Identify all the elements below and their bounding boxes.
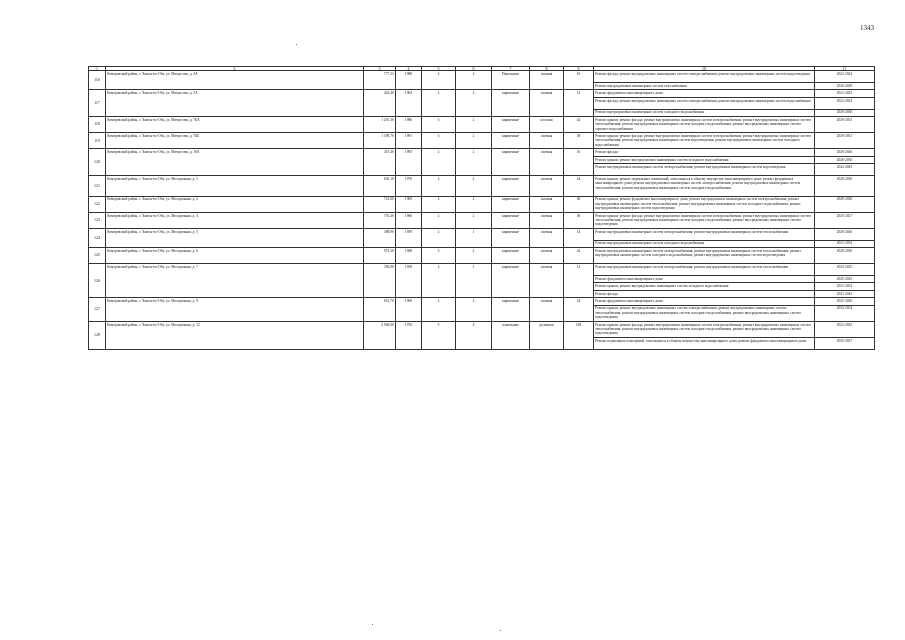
- table-row: [89, 228, 875, 240]
- header-col-1: 1: [89, 67, 106, 71]
- cell-area: 388,90: [364, 228, 396, 247]
- cell-roof: скатная: [530, 248, 564, 264]
- header-col-6: 6: [456, 67, 492, 71]
- row-number: 128: [89, 321, 106, 349]
- cell-addr: Кемеровский район, г. Ханты-по-Обь, ул. Молодежная, д. 12: [106, 321, 364, 349]
- cell-works: Ремонт крыши; ремонт фасада; ремонт внутридомовых инженерных систем электроснабжения; ремонт внутридомовых инженерных систем теплоснабжения; ремонт внутридомовых инженерных систем холодного водоснабжения; ремонт внутридомовых инженерных систем водоотведения: [594, 212, 815, 228]
- header-col-2: 2: [106, 67, 364, 71]
- cell-works: Ремонт крыши; ремонт внутридомовых инженерных систем электроснабжения; ремонт внутридомовых инженерных систем теплоснабжения; ремонт внутридомовых инженерных систем холодного водоснабжения; ремонт внутридомовых инженерных систем водоотведения: [594, 305, 815, 321]
- cell-year: 1960: [396, 298, 422, 322]
- cell-works: Ремонт внутридомовых инженерных систем электроснабжения; ремонт внутридомовых инженерных систем теплоснабжения: [594, 228, 815, 240]
- cell-period: 2023-2025: [815, 264, 875, 276]
- cell-apts: 42: [564, 248, 594, 264]
- cell-floors: 2: [422, 175, 456, 196]
- cell-entr: 2: [456, 196, 492, 212]
- cell-period: 2031-2032: [815, 240, 875, 247]
- scan-speck: [296, 44, 297, 45]
- cell-addr: Кемеровский район, г. Ханты-по-Обь, ул. Матросова, д. 10А: [106, 149, 364, 176]
- cell-area: 422,40: [364, 90, 396, 117]
- cell-roof: скатная: [530, 71, 564, 90]
- cell-period: 2028-2030: [815, 175, 875, 196]
- cell-apts: 42: [564, 116, 594, 132]
- cell-roof: скатная: [530, 175, 564, 196]
- cell-period: 2022-2024: [815, 97, 875, 109]
- row-number: 122: [89, 196, 106, 212]
- cell-entr: 2: [456, 149, 492, 176]
- row-number: 117: [89, 90, 106, 117]
- cell-roof: скатная: [530, 212, 564, 228]
- cell-period: 2028-2030: [815, 248, 875, 264]
- cell-area: 356,00: [364, 264, 396, 298]
- cell-period: 2042-2043: [815, 164, 875, 176]
- cell-period: 2022-2025: [815, 321, 875, 337]
- page-number: 1343: [860, 24, 874, 32]
- cell-period: 2025-2025: [815, 276, 875, 283]
- cell-wall: панельные: [492, 321, 530, 349]
- table-row: [89, 175, 875, 196]
- cell-period: 2026-2028: [815, 83, 875, 90]
- cell-addr: Кемеровский район, г. Ханты-по-Обь, ул. Молодежная, д. 4: [106, 212, 364, 228]
- cell-floors: 5: [422, 321, 456, 349]
- cell-year: 1991: [396, 133, 422, 149]
- cell-period: 2025-2026: [815, 298, 875, 305]
- cell-year: 1965: [396, 196, 422, 212]
- cell-period: 2026-2030: [815, 109, 875, 116]
- cell-entr: 4: [456, 321, 492, 349]
- table-row: [89, 196, 875, 212]
- cell-area: 741,60: [364, 196, 396, 212]
- cell-works: Ремонт фундамента многоквартирного дома: [594, 276, 815, 283]
- cell-works: Ремонт внутридомовых инженерных систем газоснабжения: [594, 83, 815, 90]
- header-col-8: 8: [530, 67, 564, 71]
- header-col-3: 3: [364, 67, 396, 71]
- cell-addr: Кемеровский район, г. Ханты-по-Обь, ул. Молодежная, д. 1: [106, 175, 364, 196]
- cell-area: 415,40: [364, 149, 396, 176]
- cell-apts: 12: [564, 90, 594, 117]
- cell-wall: кирпичные: [492, 298, 530, 322]
- cell-roof: скатная: [530, 228, 564, 247]
- row-number: 121: [89, 175, 106, 196]
- cell-floors: 2: [422, 298, 456, 322]
- table-row: [89, 149, 875, 156]
- cell-works: Ремонт внутридомовых инженерных систем холодного водоснабжения: [594, 240, 815, 247]
- row-number: 124: [89, 228, 106, 247]
- cell-wall: кирпичные: [492, 212, 530, 228]
- cell-works: Ремонт фасада: [594, 149, 815, 156]
- cell-area: 651,70: [364, 298, 396, 322]
- cell-addr: Кемеровский район, г. Ханты-по-Обь, ул. Матросова, д. 7ББ: [106, 133, 364, 149]
- cell-wall: кирпичные: [492, 149, 530, 176]
- cell-area: 630,10: [364, 175, 396, 196]
- cell-floors: 2: [422, 212, 456, 228]
- cell-works: Ремонт фундамента многоквартирного дома: [594, 90, 815, 97]
- row-number: 127: [89, 298, 106, 322]
- cell-apts: 24: [564, 175, 594, 196]
- cell-floors: 2: [422, 90, 456, 117]
- cell-roof: скатная: [530, 133, 564, 149]
- cell-wall: кирпичные: [492, 133, 530, 149]
- row-number: 126: [89, 264, 106, 298]
- cell-wall: Панельные: [492, 71, 530, 90]
- cell-addr: Кемеровский район, г. Ханты-по-Обь, ул. Молодежная, д. 5: [106, 228, 364, 247]
- cell-entr: 2: [456, 175, 492, 196]
- cell-year: 1968: [396, 248, 422, 264]
- cell-floors: 3: [422, 116, 456, 132]
- cell-period: 2029-2031: [815, 116, 875, 132]
- cell-addr: Кемеровский район, г. Ханты-по-Обь, ул. Молодежная, д. 7: [106, 264, 364, 298]
- cell-year: 1962: [396, 90, 422, 117]
- scan-speck: [500, 630, 501, 631]
- cell-floors: 2: [422, 228, 456, 247]
- cell-year: 1959: [396, 264, 422, 298]
- table-row: [89, 298, 875, 305]
- table-row: [89, 321, 875, 337]
- cell-entr: 2: [456, 212, 492, 228]
- row-number: 118: [89, 116, 106, 132]
- row-number: 125: [89, 248, 106, 264]
- cell-apts: 14: [564, 228, 594, 247]
- cell-works: Ремонт подвальных помещений, относящихся к общему имуществу многоквартирного дома; ремонт фундамента многоквартирного дома: [594, 338, 815, 350]
- cell-period: 2031-2032: [815, 283, 875, 290]
- cell-area: 701,40: [364, 212, 396, 228]
- cell-works: Ремонт внутридомовых инженерных систем электроснабжения; ремонт внутридомовых инженерных систем теплоснабжения: [594, 264, 815, 276]
- cell-apts: 148: [564, 321, 594, 349]
- cell-period: 2021-2022: [815, 90, 875, 97]
- cell-entr: 1: [456, 264, 492, 298]
- cell-apts: 40: [564, 196, 594, 212]
- cell-year: 1959: [396, 228, 422, 247]
- row-number: 119: [89, 133, 106, 149]
- cell-area: 974,30: [364, 248, 396, 264]
- cell-apts: 16: [564, 71, 594, 90]
- cell-entr: 2: [456, 298, 492, 322]
- table-row: [89, 116, 875, 132]
- cell-year: 1976: [396, 321, 422, 349]
- cell-works: Ремонт фасада; ремонт внутридомовых инженерных систем электроснабжения; ремонт внутридомовых инженерных систем водоотведения: [594, 71, 815, 83]
- table-row: [89, 90, 875, 97]
- cell-wall: кирпичные: [492, 228, 530, 247]
- cell-period: 2028-2030: [815, 196, 875, 212]
- cell-entr: 2: [456, 116, 492, 132]
- cell-area: 1 201,30: [364, 116, 396, 132]
- cell-period: 2026-2026: [815, 149, 875, 156]
- cell-period: 2022-2024: [815, 71, 875, 83]
- cell-entr: 1: [456, 228, 492, 247]
- cell-year: 1988: [396, 71, 422, 90]
- cell-apts: 38: [564, 133, 594, 149]
- cell-area: 2 948,00: [364, 321, 396, 349]
- cell-works: Ремонт фасада: [594, 290, 815, 297]
- cell-floors: 2: [422, 71, 456, 90]
- cell-roof: скатная: [530, 149, 564, 176]
- header-col-7: 7: [492, 67, 530, 71]
- header-col-4: 4: [396, 67, 422, 71]
- header-col-11: 11: [815, 67, 875, 71]
- cell-period: 2035-2037: [815, 338, 875, 350]
- header-col-10: 10: [594, 67, 815, 71]
- cell-year: 1993: [396, 149, 422, 176]
- cell-year: 1986: [396, 116, 422, 132]
- cell-year: 1970: [396, 175, 422, 196]
- cell-floors: 2: [422, 149, 456, 176]
- cell-addr: Кемеровский район, г. Ханты-по-Обь, ул. Матросова, д. 7БА: [106, 116, 364, 132]
- cell-works: Ремонт фундамента многоквартирного дома: [594, 298, 815, 305]
- cell-floors: 2: [422, 196, 456, 212]
- table-row: [89, 212, 875, 228]
- cell-works: Ремонт фасада; ремонт внутридомовых инженерных систем электроснабжения; ремонт внутридомовых инженерных систем водоснабжения: [594, 97, 815, 109]
- cell-works: Ремонт внутридомовых инженерных систем холодного водоснабжения: [594, 109, 815, 116]
- cell-apts: 12: [564, 264, 594, 298]
- cell-entr: 2: [456, 248, 492, 264]
- cell-wall: кирпичные: [492, 196, 530, 212]
- cell-wall: кирпичные: [492, 90, 530, 117]
- cell-wall: кирпичные: [492, 175, 530, 196]
- scan-speck: [372, 624, 373, 625]
- cell-period: 2025-2027: [815, 212, 875, 228]
- cell-roof: скатная: [530, 298, 564, 322]
- cell-works: Ремонт крыши; ремонт внутридомовых инженерных систем холодного водоснабжения: [594, 283, 815, 290]
- cell-period: 2026-2030: [815, 156, 875, 163]
- cell-period: 2032-2034: [815, 305, 875, 321]
- cell-period: 2029-2031: [815, 133, 875, 149]
- cell-works: Ремонт крыши; ремонт фундамента многоквартирного дома; ремонт внутридомовых инженерных систем электроснабжения; ремонт внутридомовых инженерных систем теплоснабжения; ремонт внутридомовых инженерных систем холодного водоснабжения; ремонт внутридомовых инженерных систем водоотведения: [594, 196, 815, 212]
- cell-addr: Кемеровский район, г. Ханты-по-Обь, ул. Матросова, д. 5А: [106, 90, 364, 117]
- cell-works: Ремонт крыши; ремонт фасада; ремонт внутридомовых инженерных систем электроснабжения; ремонт внутридомовых инженерных систем теплоснабжения; ремонт внутридомовых инженерных систем водоотведения; ремонт внутридомовых инженерных систем холодного водоснабжения: [594, 133, 815, 149]
- cell-area: 1 189,70: [364, 133, 396, 149]
- cell-year: 1966: [396, 212, 422, 228]
- table-row: [89, 71, 875, 83]
- register-table: [88, 66, 875, 350]
- cell-wall: кирпичные: [492, 116, 530, 132]
- cell-roof: скатная: [530, 264, 564, 298]
- cell-roof: плоская: [530, 116, 564, 132]
- cell-addr: Кемеровский район, г. Ханты-по-Обь, ул. Молодежная, д. 6: [106, 248, 364, 264]
- row-number: 120: [89, 149, 106, 176]
- cell-period: 2041-2043: [815, 290, 875, 297]
- cell-works: Ремонт внутридомовых инженерных систем электроснабжения; ремонт внутридомовых инженерных систем водоотведения: [594, 164, 815, 176]
- row-number: 116: [89, 71, 106, 90]
- cell-floors: 2: [422, 264, 456, 298]
- cell-works: Ремонт крыши; ремонт подвальных помещений, относящихся к общему имуществу многоквартирного дома; ремонт фундамента многоквартирного дома; ремонт внутридомовых инженерных систем электроснабжения; ремонт внутридомовых инженерных систем теплоснабжения; ремонт внутридомовых инженерных систем холодного водоснабжения: [594, 175, 815, 196]
- cell-entr: 2: [456, 71, 492, 90]
- cell-floors: 3: [422, 133, 456, 149]
- cell-addr: Кемеровский район, г. Ханты-по-Обь, ул. Молодежная, д. 2: [106, 196, 364, 212]
- cell-roof: скатная: [530, 196, 564, 212]
- cell-works: Ремонт крыши; ремонт внутридомовых инженерных систем холодного водоснабжения: [594, 156, 815, 163]
- cell-floors: 3: [422, 248, 456, 264]
- cell-apts: 24: [564, 298, 594, 322]
- cell-addr: Кемеровский район, г. Ханты-по-Обь, ул. Молодежная, д. 9: [106, 298, 364, 322]
- cell-period: 2026-2026: [815, 228, 875, 240]
- cell-roof: скатная: [530, 90, 564, 117]
- header-col-9: 9: [564, 67, 594, 71]
- cell-entr: 2: [456, 90, 492, 117]
- table-row: [89, 133, 875, 149]
- cell-entr: 2: [456, 133, 492, 149]
- cell-apts: 30: [564, 212, 594, 228]
- header-col-5: 5: [422, 67, 456, 71]
- table-row: [89, 264, 875, 276]
- cell-works: Ремонт крыши; ремонт фасада; ремонт внутридомовых инженерных систем электроснабжения; ремонт внутридомовых инженерных систем теплоснабжения; ремонт внутридомовых инженерных систем холодного водоснабжения; ремонт внутридомовых инженерных систем горячего водоснабжения: [594, 116, 815, 132]
- cell-wall: кирпичные: [492, 248, 530, 264]
- cell-wall: кирпичные: [492, 264, 530, 298]
- cell-works: Ремонт внутридомовых инженерных систем электроснабжения; ремонт внутридомовых инженерных систем теплоснабжения; ремонт внутридомовых инженерных систем холодного водоснабжения; ремонт внутридомовых инженерных систем водоотведения: [594, 248, 815, 264]
- cell-addr: Кемеровский район, г. Ханты-по-Обь, ул. Матросова, д. 4А: [106, 71, 364, 90]
- table-row: [89, 248, 875, 264]
- cell-apts: 16: [564, 149, 594, 176]
- cell-roof: рулонная: [530, 321, 564, 349]
- cell-area: 777,33: [364, 71, 396, 90]
- row-number: 123: [89, 212, 106, 228]
- cell-works: Ремонт крыши; ремонт фасада; ремонт внутридомовых инженерных систем электроснабжения; ремонт внутридомовых инженерных систем теплоснабжения; ремонт внутридомовых инженерных систем холодного водоснабжения; ремонт внутридомовых инженерных систем водоотведения: [594, 321, 815, 337]
